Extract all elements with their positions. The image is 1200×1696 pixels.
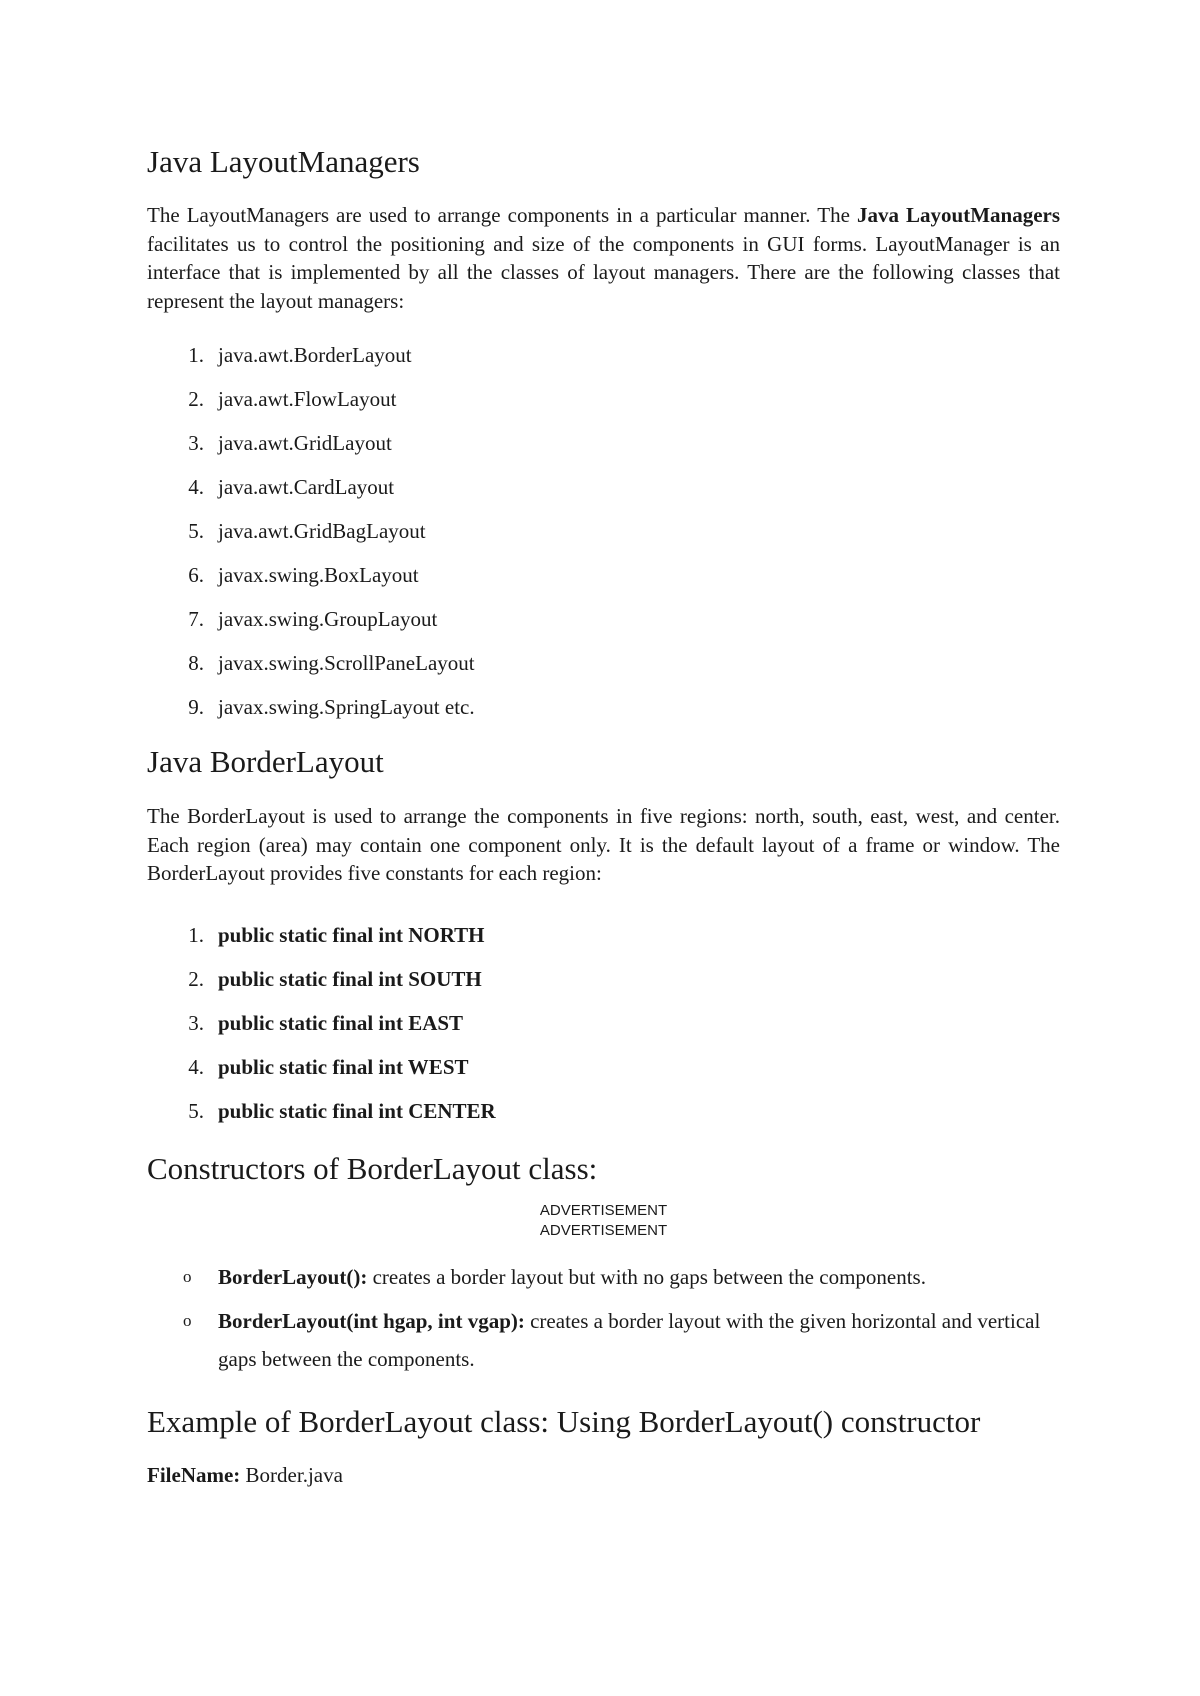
intro-text-part1: The LayoutManagers are used to arrange components in a particular manner. The <box>147 203 857 227</box>
document-page <box>147 142 1060 1489</box>
section-title-example: Example of BorderLayout class: Using BorderLayout() constructor <box>147 1403 981 1439</box>
list-item: 3. java.awt.GridLayout <box>188 431 392 455</box>
file-name-line <box>147 1461 1060 1489</box>
advertisement-label: ADVERTISEMENT <box>539 1201 668 1219</box>
bullet-icon: o <box>183 1310 192 1330</box>
list-item: 4. public static final int WEST <box>188 1054 469 1079</box>
list-item: 6. javax.swing.BoxLayout <box>188 563 419 587</box>
list-item: 1. public static final int NORTH <box>188 922 485 947</box>
list-item: 8. javax.swing.ScrollPaneLayout <box>188 651 475 675</box>
section-title-border-layout: Java BorderLayout <box>147 744 384 779</box>
constructors-list <box>147 1258 1060 1378</box>
list-item: 1. java.awt.BorderLayout <box>188 343 412 367</box>
list-item: 5. public static final int CENTER <box>188 1098 496 1123</box>
list-item <box>147 1302 1060 1378</box>
list-item: 2. public static final int SOUTH <box>188 966 482 991</box>
section-title-constructors: Constructors of BorderLayout class: <box>147 1150 598 1186</box>
constructor-name: BorderLayout(): <box>218 1264 368 1289</box>
file-name-value: Border.java <box>240 1462 343 1487</box>
list-item: 5. java.awt.GridBagLayout <box>188 519 426 543</box>
list-item: 9. javax.swing.SpringLayout etc. <box>188 695 475 719</box>
constructor-desc: creates a border layout but with no gaps between the components. <box>367 1264 926 1289</box>
section-title-layout-managers: Java LayoutManagers <box>147 144 420 179</box>
list-item: 3. public static final int EAST <box>188 1010 464 1035</box>
list-item: 4. java.awt.CardLayout <box>188 475 395 499</box>
advertisement-label: ADVERTISEMENT <box>539 1221 668 1239</box>
intro-text-part2: facilitates us to control the positioning and size of the components in GUI forms. LayoutManager is an interface that is implemented by all the classes of layout managers. There are the following classes that represent the layout managers: <box>147 231 1060 313</box>
bullet-icon: o <box>183 1266 192 1286</box>
advertisement-block <box>147 1201 1060 1241</box>
intro-bold-term: Java LayoutManagers <box>856 203 1061 227</box>
border-constants-list <box>147 913 1060 1133</box>
list-item: 7. javax.swing.GroupLayout <box>188 607 438 631</box>
layout-managers-intro <box>147 201 1060 315</box>
layout-classes-list <box>147 333 1060 729</box>
constructor-desc: creates a border layout with the given horizontal and vertical gaps between the components. <box>218 1308 1041 1371</box>
file-name-label: FileName: <box>147 1462 241 1487</box>
list-item <box>147 1258 1060 1296</box>
constructor-name: BorderLayout(int hgap, int vgap): <box>218 1308 525 1333</box>
list-item: 2. java.awt.FlowLayout <box>188 387 397 411</box>
border-layout-intro: The BorderLayout is used to arrange the components in five regions: north, south, east, west, and center. Each region (area) may contain one component only. It is the default layout of a frame or window. The BorderLayout provides five constants for each region: <box>147 804 1060 885</box>
